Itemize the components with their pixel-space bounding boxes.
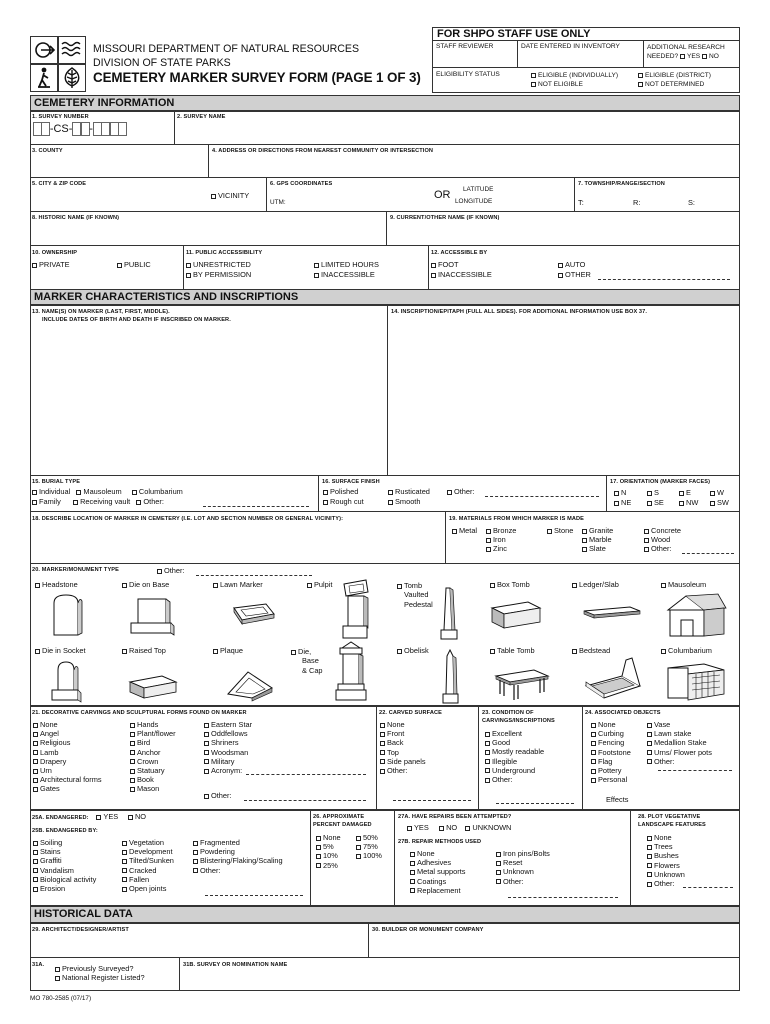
lawn-marker-checkbox[interactable]: Lawn Marker <box>213 581 263 590</box>
endangered-col2 <box>122 838 174 893</box>
material-other-checkbox[interactable]: Other: <box>644 544 681 553</box>
access-other-line[interactable] <box>598 271 730 280</box>
endangered-label: 25A. ENDANGERED: <box>32 815 89 821</box>
latitude-label: LATITUDE <box>463 186 494 193</box>
vegetation-list <box>647 833 685 888</box>
division-name: DIVISION OF STATE PARKS <box>93 57 231 69</box>
township-s: S: <box>688 198 695 207</box>
percent-checkbox[interactable]: 75% <box>356 842 382 851</box>
columbarium-checkbox[interactable]: Columbarium <box>132 487 183 496</box>
marble-checkbox[interactable]: Marble <box>582 535 613 544</box>
metal-checkbox[interactable]: Metal <box>452 526 477 535</box>
endangered-by-checkbox[interactable]: Fragmented <box>193 838 283 847</box>
endangered-by-checkbox[interactable]: Biological activity <box>33 875 96 884</box>
repairs-label: 27A. HAVE REPAIRS BEEN ATTEMPTED? <box>398 814 512 820</box>
carving-checkbox[interactable]: Oddfellows <box>204 729 252 738</box>
ownership-label: 10. OWNERSHIP <box>32 250 78 256</box>
vicinity-checkbox[interactable]: VICINITY <box>211 192 249 201</box>
tomb-checkbox[interactable]: Tomb Vaulted Pedestal <box>397 581 433 609</box>
carving-checkbox[interactable]: Woodsman <box>204 748 252 757</box>
carvings-col1 <box>33 720 102 794</box>
date-entered-label: DATE ENTERED IN INVENTORY <box>521 43 620 50</box>
inaccessible2-checkbox[interactable]: INACCESSIBLE <box>431 271 492 280</box>
individual-checkbox[interactable]: Individual <box>32 487 70 496</box>
plaque-drawing <box>224 668 276 702</box>
or-label: OR <box>434 189 451 201</box>
pulpit-drawing <box>340 578 372 640</box>
carving-checkbox[interactable]: Book <box>130 775 176 784</box>
die-on-base-checkbox[interactable]: Die on Base <box>122 581 169 590</box>
carving-checkbox[interactable]: Mason <box>130 784 176 793</box>
method-checkbox[interactable]: Replacement <box>410 886 465 895</box>
associated-checkbox[interactable]: Lawn stake <box>647 729 712 738</box>
carving-checkbox[interactable]: Bird <box>130 738 176 747</box>
foot-checkbox[interactable]: FOOT <box>431 261 459 270</box>
percent-checkbox[interactable]: 25% <box>316 861 341 870</box>
gps-label: 6. GPS COORDINATES <box>270 181 333 187</box>
carvings-col3 <box>204 720 252 775</box>
carving-checkbox[interactable]: Angel <box>33 729 102 738</box>
condition-checkbox[interactable]: Illegible <box>485 757 544 766</box>
die-base-cap-checkbox[interactable]: Die, Base & Cap <box>291 647 323 675</box>
surface-finish-label: 16. SURFACE FINISH <box>322 479 380 485</box>
carving-checkbox[interactable]: Hands <box>130 720 176 729</box>
township-t: T: <box>578 198 584 207</box>
percent-checkbox[interactable]: 10% <box>316 851 341 860</box>
endangered-by-checkbox[interactable]: Soiling <box>33 838 96 847</box>
staff-reviewer-label: STAFF REVIEWER <box>436 43 494 50</box>
township-label: 7. TOWNSHIP/RANGE/SECTION <box>578 181 665 187</box>
endangered-by-checkbox[interactable]: Open joints <box>122 884 174 893</box>
builder-label: 30. BUILDER OR MONUMENT COMPANY <box>372 927 484 933</box>
repairs-yes-checkbox[interactable]: YES <box>407 823 429 832</box>
orientation-label: 17. ORIENTATION (MARKER FACES) <box>610 479 711 485</box>
associated-checkbox[interactable]: Other: <box>647 757 712 766</box>
orient-ne[interactable]: NE <box>614 498 631 508</box>
acronym-line[interactable] <box>246 766 366 775</box>
condition-list <box>485 729 544 784</box>
materials-label: 19. MATERIALS FROM WHICH MARKER IS MADE <box>449 516 584 522</box>
material-other-line[interactable] <box>682 545 734 554</box>
names-label: 13. NAME(S) ON MARKER (LAST, FIRST, MIDDLE). <box>32 309 170 315</box>
utm-label: UTM: <box>270 199 286 206</box>
family-checkbox[interactable]: Family <box>32 497 61 506</box>
endangered-by-checkbox[interactable]: Powdering <box>193 847 283 856</box>
percent-col1 <box>316 833 341 870</box>
mausoleum-checkbox[interactable]: Mausoleum <box>76 487 121 496</box>
vegetation-checkbox[interactable]: Bushes <box>647 851 685 860</box>
previously-surveyed-checkbox[interactable]: Previously Surveyed? <box>55 964 145 973</box>
form-number: MO 780-2585 (07/17) <box>30 995 92 1002</box>
associated-other-line[interactable] <box>658 762 732 771</box>
mausoleum-type-checkbox[interactable]: Mausoleum <box>661 581 706 590</box>
methods-col2 <box>496 849 550 886</box>
orient-n[interactable]: N <box>614 488 626 498</box>
county-label: 3. COUNTY <box>32 148 63 154</box>
condition-label-2: CARVINGS/INSCRIPTIONS <box>482 718 555 724</box>
research-yes-checkbox[interactable] <box>680 54 685 59</box>
tomb-pedestal-drawing <box>438 586 460 642</box>
additional-research-label: ADDITIONAL RESEARCH NEEDED? YES NO <box>647 44 725 60</box>
condition-label: 23. CONDITION OF <box>482 710 534 716</box>
vegetation-checkbox[interactable]: Trees <box>647 842 685 851</box>
endangered-by-checkbox[interactable]: Stains <box>33 847 96 856</box>
iron-checkbox[interactable]: Iron <box>486 535 516 544</box>
associated-col1 <box>591 720 631 784</box>
names-label-2: INCLUDE DATES OF BIRTH AND DEATH IF INSCRIBED ON MARKER. <box>42 317 231 323</box>
access-other-checkbox[interactable]: OTHER <box>558 271 591 280</box>
concrete-checkbox[interactable]: Concrete <box>644 526 681 535</box>
carvings-col2 <box>130 720 176 794</box>
address-label: 4. ADDRESS OR DIRECTIONS FROM NEAREST COMMUNITY OR INTERSECTION <box>212 148 434 154</box>
carving-checkbox[interactable]: Plant/flower <box>130 729 176 738</box>
pulpit-checkbox[interactable]: Pulpit <box>307 581 333 590</box>
method-checkbox[interactable]: Adhesives <box>410 858 465 867</box>
condition-other-line[interactable] <box>496 795 574 804</box>
form-title: CEMETERY MARKER SURVEY FORM (PAGE 1 OF 3) <box>93 70 421 85</box>
carvings-other-checkbox[interactable]: Other: <box>204 792 232 801</box>
repairs-unknown-checkbox[interactable]: UNKNOWN <box>465 823 511 832</box>
carving-checkbox[interactable]: Shriners <box>204 738 252 747</box>
associated-col2 <box>647 720 712 766</box>
staff-box-title: FOR SHPO STAFF USE ONLY <box>437 28 591 40</box>
carving-checkbox[interactable]: Eastern Star <box>204 720 252 729</box>
carved-surface-checkbox[interactable]: Other: <box>380 766 426 775</box>
percent-col2 <box>356 833 382 861</box>
31b-label: 31B. SURVEY OR NOMINATION NAME <box>183 962 288 968</box>
carving-checkbox[interactable]: Statuary <box>130 766 176 775</box>
arrow-icon <box>33 40 55 60</box>
carvings-label: 21. DECORATIVE CARVINGS AND SCULPTURAL FORMS FOUND ON MARKER <box>32 710 247 716</box>
longitude-label: LONGITUDE <box>455 198 493 205</box>
stone-checkbox[interactable]: Stone <box>547 526 573 535</box>
associated-checkbox[interactable]: Urns/ Flower pots <box>647 748 712 757</box>
type-other-line[interactable] <box>196 567 312 576</box>
burial-type-label: 15. BURIAL TYPE <box>32 479 81 485</box>
bedstead-checkbox[interactable]: Bedstead <box>572 647 610 656</box>
method-checkbox[interactable]: None <box>410 849 465 858</box>
eligibility-status-label: ELIGIBILITY STATUS <box>436 71 500 78</box>
obelisk-checkbox[interactable]: Obelisk <box>397 647 429 656</box>
eligible-district-checkbox[interactable] <box>638 73 643 78</box>
method-checkbox[interactable]: Coatings <box>410 877 465 886</box>
carved-surface-checkbox[interactable]: Front <box>380 729 426 738</box>
leaf-icon <box>61 66 83 90</box>
not-eligible-checkbox[interactable] <box>531 82 536 87</box>
raised-top-checkbox[interactable]: Raised Top <box>122 647 166 656</box>
associated-checkbox[interactable]: Vase <box>647 720 712 729</box>
auto-checkbox[interactable]: AUTO <box>558 261 585 270</box>
bedstead-drawing <box>582 656 644 702</box>
carved-surface-checkbox[interactable]: None <box>380 720 426 729</box>
carvings-other-line[interactable] <box>244 792 366 801</box>
unrestricted-checkbox[interactable]: UNRESTRICTED <box>186 261 251 270</box>
method-checkbox[interactable]: Iron pins/Bolts <box>496 849 550 858</box>
vegetation-checkbox[interactable]: Flowers <box>647 861 685 870</box>
method-checkbox[interactable]: Metal supports <box>410 867 465 876</box>
columbarium-drawing <box>664 660 728 702</box>
vegetation-other-line[interactable] <box>683 879 733 888</box>
receiving-vault-checkbox[interactable]: Receiving vault <box>73 497 130 506</box>
orient-w[interactable]: W <box>710 488 724 498</box>
national-register-checkbox[interactable]: National Register Listed? <box>55 973 145 982</box>
survey-number-label: 1. SURVEY NUMBER <box>32 114 89 120</box>
carving-checkbox[interactable]: Religious <box>33 738 102 747</box>
orient-e[interactable]: E <box>679 488 691 498</box>
ledger-slab-drawing <box>582 605 642 621</box>
associated-checkbox[interactable]: Footstone <box>591 748 631 757</box>
polished-checkbox[interactable]: Polished <box>323 488 358 497</box>
die-on-base-drawing <box>128 597 176 637</box>
granite-checkbox[interactable]: Granite <box>582 526 613 535</box>
carving-checkbox[interactable]: None <box>33 720 102 729</box>
burial-other-line[interactable] <box>203 498 309 507</box>
endangered-by-checkbox[interactable]: Vandalism <box>33 866 96 875</box>
box-tomb-drawing <box>490 598 542 632</box>
carving-checkbox[interactable]: Military <box>204 757 252 766</box>
endangered-by-checkbox[interactable]: Cracked <box>122 866 174 875</box>
endangered-by-checkbox[interactable]: Fallen <box>122 875 174 884</box>
by-permission-checkbox[interactable]: BY PERMISSION <box>186 271 251 280</box>
carving-checkbox[interactable]: Anchor <box>130 748 176 757</box>
endangered-by-label: 25B. ENDANGERED BY: <box>32 828 98 834</box>
architect-label: 29. ARCHITECT/DESIGNER/ARTIST <box>32 927 129 933</box>
die-base-cap-drawing <box>334 640 368 704</box>
percent-label: 26. APPROXIMATE <box>313 814 365 820</box>
carved-surface-label: 22. CARVED SURFACE <box>379 710 442 716</box>
section-cemetery-info: CEMETERY INFORMATION <box>30 95 740 111</box>
associated-checkbox[interactable]: Medallion Stake <box>647 738 712 747</box>
associated-checkbox[interactable]: None <box>591 720 631 729</box>
percent-checkbox[interactable]: 5% <box>316 842 341 851</box>
plaque-checkbox[interactable]: Plaque <box>213 647 243 656</box>
associated-checkbox[interactable]: Curbing <box>591 729 631 738</box>
condition-checkbox[interactable]: Other: <box>485 775 544 784</box>
headstone-checkbox[interactable]: Headstone <box>35 581 78 590</box>
carved-other-line[interactable] <box>393 792 471 801</box>
endangered-by-checkbox[interactable]: Blistering/Flaking/Scaling <box>193 856 283 865</box>
research-no-checkbox[interactable] <box>702 54 707 59</box>
vegetation-checkbox[interactable]: Other: <box>647 879 685 888</box>
rusticated-checkbox[interactable]: Rusticated <box>388 488 430 497</box>
surface-other-line[interactable] <box>485 488 599 497</box>
survey-name-label: 2. SURVEY NAME <box>177 114 226 120</box>
method-checkbox[interactable]: Unknown <box>496 867 550 876</box>
box-tomb-checkbox[interactable]: Box Tomb <box>490 581 530 590</box>
headstone-drawing <box>52 593 84 637</box>
burial-other-checkbox[interactable]: Other: <box>136 497 164 506</box>
carving-checkbox[interactable]: Architectural forms <box>33 775 102 784</box>
location-label: 18. DESCRIBE LOCATION OF MARKER IN CEMETERY (I.E. LOT AND SECTION NUMBER OR GENERAL VICINITY): <box>32 516 344 522</box>
smooth-checkbox[interactable]: Smooth <box>388 498 420 507</box>
carved-surface-checkbox[interactable]: Side panels <box>380 757 426 766</box>
effects-label: Effects <box>606 795 629 804</box>
section-marker: MARKER CHARACTERISTICS AND INSCRIPTIONS <box>30 289 740 305</box>
methods-label: 27B. REPAIR METHODS USED <box>398 839 482 845</box>
columbarium-type-checkbox[interactable]: Columbarium <box>661 647 712 656</box>
carving-checkbox[interactable]: Urn <box>33 766 102 775</box>
logo <box>30 36 86 92</box>
endangered-by-checkbox[interactable]: Graffiti <box>33 856 96 865</box>
endangered-by-checkbox[interactable]: Vegetation <box>122 838 174 847</box>
carving-checkbox[interactable]: Lamb <box>33 748 102 757</box>
method-checkbox[interactable]: Other: <box>496 877 550 886</box>
historic-name-label: 8. HISTORIC NAME (IF KNOWN) <box>32 215 120 221</box>
die-in-socket-drawing <box>50 658 84 704</box>
orient-sw[interactable]: SW <box>710 498 729 508</box>
not-determined-checkbox[interactable] <box>638 82 643 87</box>
carved-surface-checkbox[interactable]: Back <box>380 738 426 747</box>
methods-col1 <box>410 849 465 895</box>
endangered-no-checkbox[interactable]: NO <box>128 812 146 821</box>
associated-label: 24. ASSOCIATED OBJECTS <box>585 710 661 716</box>
vegetation-label-2: LANDSCAPE FEATURES <box>638 822 706 828</box>
table-tomb-checkbox[interactable]: Table Tomb <box>490 647 535 656</box>
condition-checkbox[interactable]: Underground <box>485 766 544 775</box>
condition-checkbox[interactable]: Good <box>485 738 544 747</box>
inaccessible-checkbox[interactable]: INACCESSIBLE <box>314 271 375 280</box>
obelisk-drawing <box>440 648 460 706</box>
associated-checkbox[interactable]: Pottery <box>591 766 631 775</box>
hiker-icon <box>35 67 53 89</box>
percent-checkbox[interactable]: 100% <box>356 851 382 860</box>
eligible-individually-checkbox[interactable] <box>531 73 536 78</box>
table-tomb-drawing <box>494 668 550 702</box>
water-icon <box>61 41 83 59</box>
rough-cut-checkbox[interactable]: Rough cut <box>323 498 364 507</box>
bronze-checkbox[interactable]: Bronze <box>486 526 516 535</box>
carving-checkbox[interactable]: Acronym: <box>204 766 252 775</box>
accessibility-label: 11. PUBLIC ACCESSIBILITY <box>186 250 263 256</box>
condition-checkbox[interactable]: Excellent <box>485 729 544 738</box>
condition-checkbox[interactable]: Mostly readable <box>485 747 544 756</box>
carving-checkbox[interactable]: Drapery <box>33 757 102 766</box>
methods-other-line[interactable] <box>508 889 618 898</box>
ownership-private-checkbox[interactable]: PRIVATE <box>32 261 70 270</box>
city-zip-label: 5. CITY & ZIP CODE <box>32 181 87 187</box>
vegetation-label: 28. PLOT VEGETATIVE <box>638 814 701 820</box>
endangered-other-line[interactable] <box>205 887 303 896</box>
slate-checkbox[interactable]: Slate <box>582 544 613 553</box>
mausoleum-drawing <box>664 592 728 640</box>
percent-checkbox[interactable]: 50% <box>356 833 382 842</box>
carving-checkbox[interactable]: Crown <box>130 757 176 766</box>
limited-hours-checkbox[interactable]: LIMITED HOURS <box>314 261 379 270</box>
endangered-by-checkbox[interactable]: Tilted/Sunken <box>122 856 174 865</box>
ownership-public-checkbox[interactable]: PUBLIC <box>117 261 151 270</box>
surface-other-checkbox[interactable]: Other: <box>447 488 475 497</box>
die-in-socket-checkbox[interactable]: Die in Socket <box>35 647 86 656</box>
percent-label-2: PERCENT DAMAGED <box>313 822 372 828</box>
type-label: 20. MARKER/MONUMENT TYPE <box>32 567 119 573</box>
agency-name: MISSOURI DEPARTMENT OF NATURAL RESOURCES <box>93 43 360 55</box>
township-r: R: <box>633 198 641 207</box>
endangered-by-checkbox[interactable]: Development <box>122 847 174 856</box>
endangered-by-checkbox[interactable]: Other: <box>193 866 283 875</box>
endangered-by-checkbox[interactable]: Erosion <box>33 884 96 893</box>
vegetation-checkbox[interactable]: Unknown <box>647 870 685 879</box>
current-name-label: 9. CURRENT/OTHER NAME (IF KNOWN) <box>390 215 500 221</box>
carved-surface-checkbox[interactable]: Top <box>380 748 426 757</box>
associated-checkbox[interactable]: Fencing <box>591 738 631 747</box>
type-other-checkbox[interactable]: Other: <box>157 567 185 576</box>
percent-checkbox[interactable]: None <box>316 833 341 842</box>
raised-top-drawing <box>128 670 178 702</box>
carving-checkbox[interactable]: Gates <box>33 784 102 793</box>
associated-checkbox[interactable]: Flag <box>591 757 631 766</box>
repairs-no-checkbox[interactable]: NO <box>439 823 457 832</box>
ledger-slab-checkbox[interactable]: Ledger/Slab <box>572 581 619 590</box>
orient-nw[interactable]: NW <box>679 498 698 508</box>
zinc-checkbox[interactable]: Zinc <box>486 544 516 553</box>
survey-number-input[interactable]: -CS- - <box>33 122 127 136</box>
31a-label: 31A. <box>32 962 45 968</box>
vegetation-checkbox[interactable]: None <box>647 833 685 842</box>
section-historical: HISTORICAL DATA <box>30 906 740 923</box>
orient-se[interactable]: SE <box>647 498 664 508</box>
wood-checkbox[interactable]: Wood <box>644 535 681 544</box>
lawn-marker-drawing <box>232 602 276 628</box>
orient-s[interactable]: S <box>647 488 659 498</box>
endangered-col1 <box>33 838 96 893</box>
method-checkbox[interactable]: Reset <box>496 858 550 867</box>
inscription-label: 14. INSCRIPTION/EPITAPH (FULL ALL SIDES). FOR ADDITIONAL INFORMATION USE BOX 37. <box>391 309 648 315</box>
associated-checkbox[interactable]: Personal <box>591 775 631 784</box>
endangered-yes-checkbox[interactable]: YES <box>96 812 118 821</box>
endangered-col3 <box>193 838 283 875</box>
carved-surface-list <box>380 720 426 775</box>
accessible-by-label: 12. ACCESSIBLE BY <box>431 250 488 256</box>
